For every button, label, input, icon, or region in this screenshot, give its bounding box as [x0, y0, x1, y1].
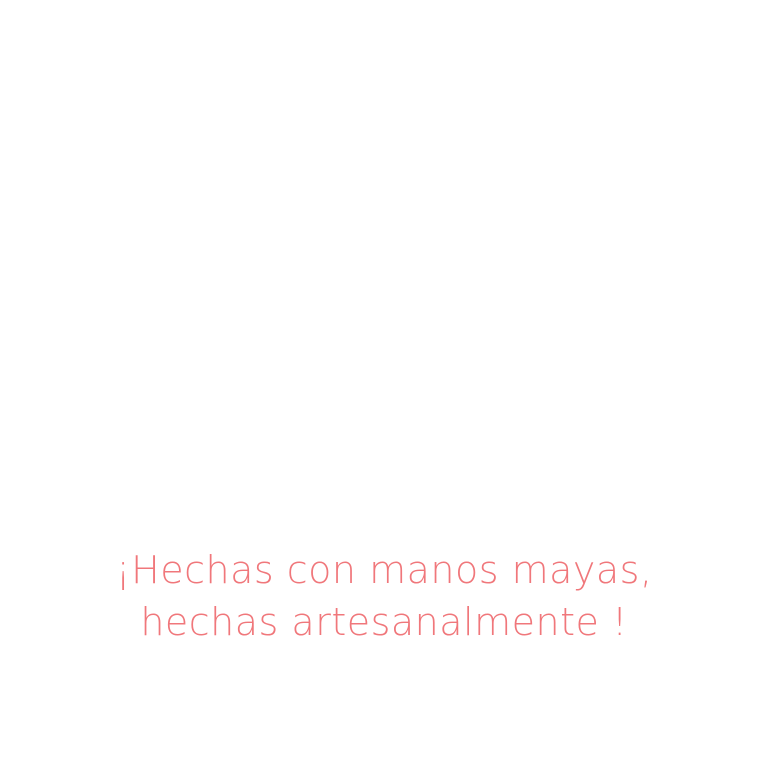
tagline-line-2: hechas artesanalmente ! — [140, 600, 628, 644]
tagline-line-1: ¡Hechas con manos mayas, — [115, 548, 653, 592]
tagline — [0, 544, 768, 648]
